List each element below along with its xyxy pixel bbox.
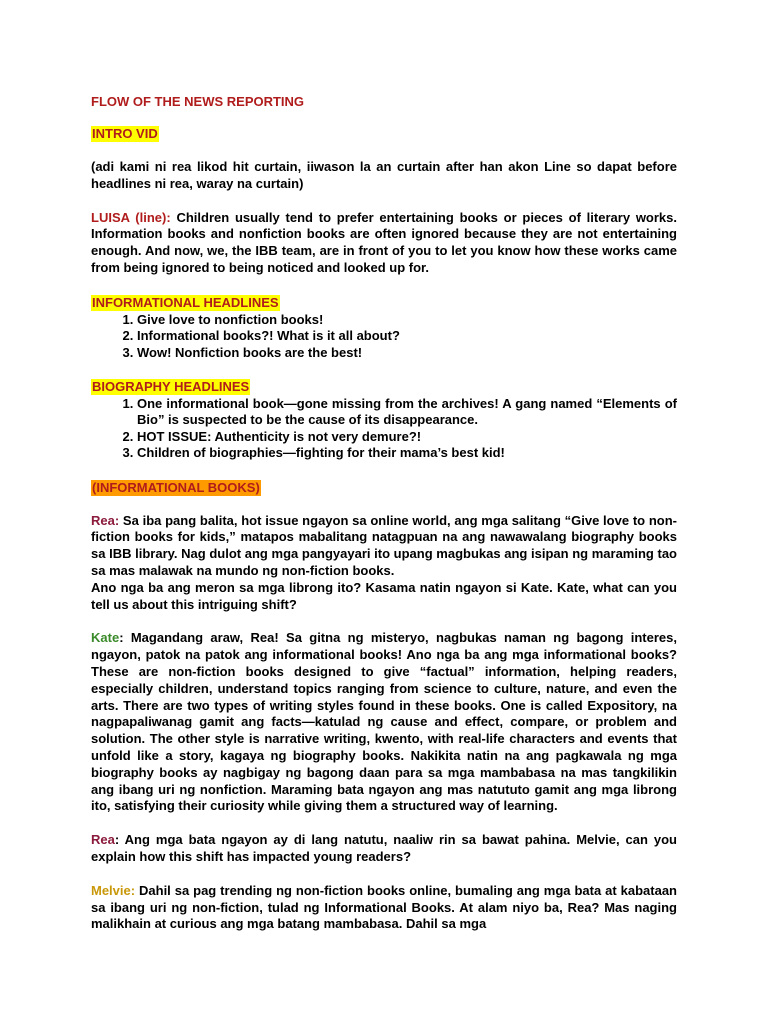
biography-headlines-list	[91, 396, 677, 462]
list-item: 3. Wow! Nonfiction books are the best!	[137, 345, 677, 361]
rea-line-1-block	[91, 513, 677, 614]
list-item: 2. Informational books?! What is it all about?	[137, 328, 677, 344]
luisa-paragraph	[91, 210, 677, 277]
rea-line-2-block	[91, 832, 677, 866]
speaker-luisa: LUISA (line):	[91, 209, 171, 225]
luisa-text: Children usually tend to prefer entertaining books or pieces of literary works. Information books and nonfiction books are often ignored because they are not entertaining enough. And now, we, the IBB team, are in front of you to let you know how these works came from being ignored to being noticed and looked up for.	[91, 209, 678, 275]
luisa-line-block	[91, 210, 677, 277]
list-item: 1. One informational book—gone missing from the archives! A gang named “Elements of Bio” is suspected to be the cause of its disappearance.	[137, 396, 677, 429]
melvie-paragraph	[91, 883, 677, 933]
melvie-line-block	[91, 883, 677, 933]
melvie-text: Dahil sa pag trending ng non-fiction books online, bumaling ang mga bata at kabataan sa ibang uri ng non-fiction, tulad ng Informational Books. At alam niyo ba, Rea? Mas naging malikhain at curious ang mga batang mambabasa. Dahil sa mga	[91, 882, 677, 932]
speaker-rea: Rea	[91, 832, 115, 848]
kate-line-block	[91, 630, 677, 815]
biography-headlines-heading: BIOGRAPHY HEADLINES	[92, 379, 250, 394]
intro-note-block	[91, 159, 677, 193]
document-title: FLOW OF THE NEWS REPORTING	[91, 94, 305, 109]
intro-note: (adi kami ni rea likod hit curtain, iiwason la an curtain after han akon Line so dapat before headlines ni rea, waray na curtain)	[91, 159, 677, 191]
informational-books-heading: (INFORMATIONAL BOOKS)	[92, 479, 260, 495]
rea-text-2: : Ang mga bata ngayon ay di lang natutu, naaliw rin sa bawat pahina. Melvie, can you explain how this shift has impacted young readers?	[91, 832, 677, 864]
rea-text-1: Sa iba pang balita, hot issue ngayon sa online world, ang mga salitang “Give love to non-fiction books for kids,” matapos mabalitang natagpuan na ang nawawalang biography books sa IBB library. Nag dulot ang mga pangyayari ito upang magbukas ang isipan ng maraming tao sa mas malawak na mundo ng non-fiction books.	[91, 512, 677, 579]
intro-vid-heading: INTRO VID	[92, 126, 158, 141]
speaker-rea: Rea:	[91, 512, 120, 528]
speaker-kate: Kate	[91, 630, 120, 646]
rea-paragraph-1b: Ano nga ba ang meron sa mga librong ito? Kasama natin ngayon si Kate. Kate, what can you tell us about this intriguing shift?	[91, 579, 677, 612]
kate-text: : Magandang araw, Rea! Sa gitna ng misteryo, nagbukas naman ng bagong interes, ngayon, patok na patok ang informational books! Ano nga ba ang mga informational books? These are non-fiction books designed to give “factual” information, helping readers, especially children, understand topics ranging from science to culture, nature, and even the arts. There are two types of writing styles found in these books. One is called Expository, na nagpapaliwanag gamit ang facts—katulad ng cause and effect, compare, or problem and solution. The other style is narrative writing, kwento, with real-life characters and events that unfold like a story, kagaya ng biography books. Nakikita natin na ang pagkawala ng mga biography books ay nagbigay ng bagong daan para sa mga mambabasa na mas tangkilikin ang ibang uri ng nonfiction. Maraming bata ngayon ang mas natututo gamit ang mga librong ito, satisfying their curiosity while giving them a structured way of learning.	[91, 630, 677, 814]
informational-headlines-list	[91, 312, 677, 361]
rea-paragraph-1	[91, 513, 677, 580]
list-item: 2. HOT ISSUE: Authenticity is not very demure?!	[137, 429, 677, 445]
biography-headlines-section	[91, 378, 677, 462]
rea-paragraph-2	[91, 832, 677, 866]
list-item: 3. Children of biographies—fighting for their mama’s best kid!	[137, 445, 677, 461]
informational-headlines-section	[91, 294, 677, 361]
informational-headlines-heading: INFORMATIONAL HEADLINES	[92, 294, 279, 310]
informational-books-section	[91, 479, 677, 497]
speaker-melvie: Melvie:	[91, 882, 136, 898]
kate-paragraph	[91, 630, 677, 815]
intro-section	[91, 125, 677, 143]
list-item: 1. Give love to nonfiction books!	[137, 312, 677, 328]
